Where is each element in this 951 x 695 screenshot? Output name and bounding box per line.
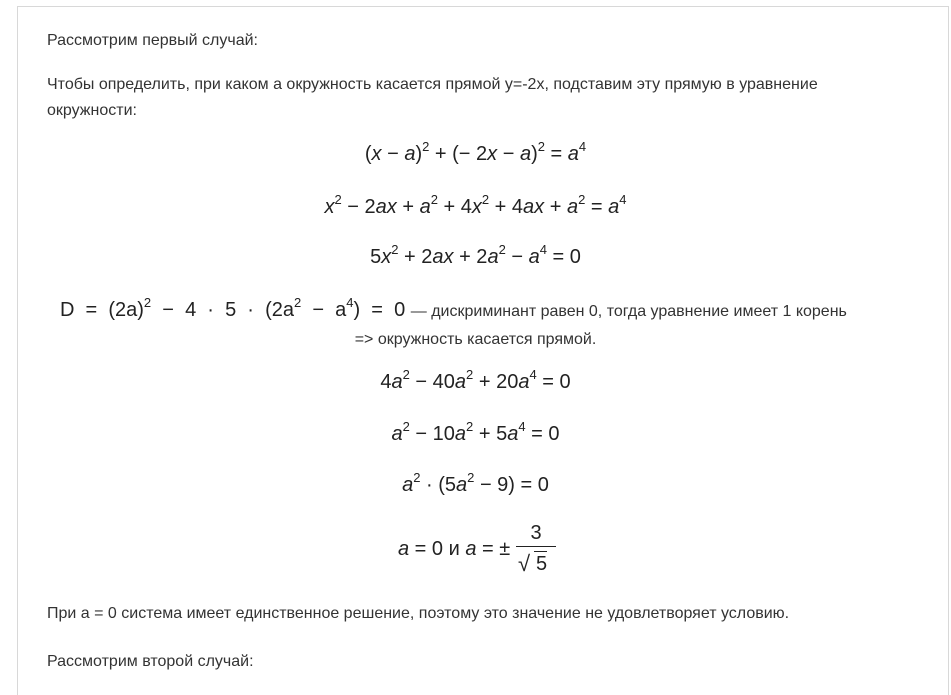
fraction-denominator [516, 549, 556, 577]
sqrt-argument: 5 [536, 553, 548, 575]
equation-1: $(x - a)^2$ + (− $2x - a)^2 = a^4$ [364, 139, 587, 165]
fraction-numerator: 3 [530, 522, 542, 544]
conclusion-paragraph: При а = 0 система имеет единственное решение, поэтому это значение не удовлетворяет условию. [47, 605, 790, 622]
fraction [516, 521, 556, 577]
equation-6: $a^2 - 10a^2 + 5a^4 = 0$ [391, 419, 560, 445]
discriminant-comment-2: => окружность касается прямой. [354, 331, 597, 348]
equation-8-lhs: a = 0 и a = ± [398, 538, 511, 560]
case2-heading: Рассмотрим второй случай: [47, 653, 254, 670]
equation-2: $x^2 - 2ax + a^2 + 4x^2 + 4ax + a^2 = a^4$ [324, 192, 627, 218]
sqrt-icon: √ [518, 551, 531, 576]
discriminant-line [60, 295, 920, 322]
intro-paragraph: Чтобы определить, при каком а окружность касается прямой у=-2х, подставим эту прямую в уравнение окружности: [47, 76, 818, 119]
case1-heading: Рассмотрим первый случай: [47, 32, 258, 49]
equation-5: $4a^2 - 40a^2 + 20a^4 = 0$ [380, 367, 571, 393]
discriminant-comment: — дискриминант равен 0, тогда уравнение имеет 1 корень [410, 303, 847, 320]
equation-3: $5x^2 + 2ax + 2a^2 - a^4 = 0$ [370, 242, 581, 268]
discriminant-equation: $D = (2a)^2 - 4 \cdot 5 \cdot (2a^2 - a^4) = 0$ [60, 295, 406, 321]
equation-7: $a^2 \cdot (5a^2 - 9) = 0$ [402, 470, 549, 496]
fraction-bar [516, 546, 556, 547]
